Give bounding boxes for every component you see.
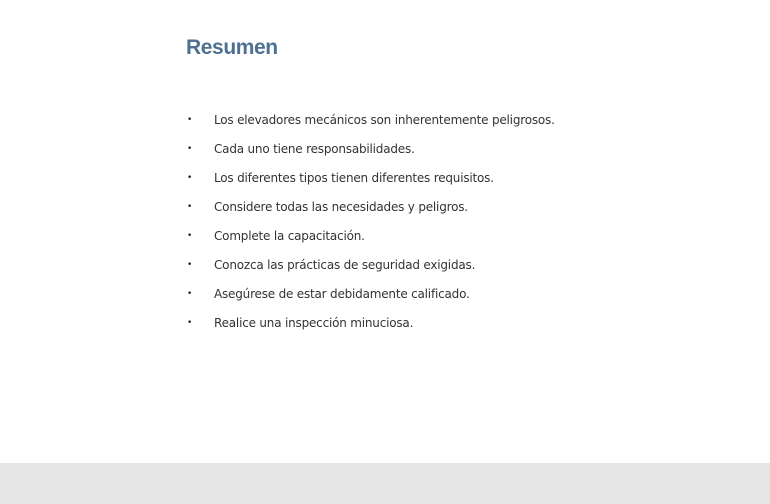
bullet-text: Considere todas las necesidades y peligros. (214, 200, 468, 214)
bullet-text: Complete la capacitación. (214, 229, 365, 243)
bullet-item (186, 227, 555, 256)
bullet-text: Cada uno tiene responsabilidades. (214, 142, 415, 156)
bullet-dot-icon: • (187, 202, 193, 212)
bullet-item (186, 198, 555, 227)
bullet-dot-icon: • (187, 173, 193, 183)
bullet-text: Conozca las prácticas de seguridad exigidas. (214, 258, 476, 272)
bullet-item (186, 285, 555, 314)
summary-bullet-list (186, 111, 555, 343)
bullet-dot-icon: • (187, 115, 193, 125)
bullet-item (186, 169, 555, 198)
bullet-text: Asegúrese de estar debidamente calificado. (214, 287, 470, 301)
bullet-text: Los elevadores mecánicos son inherentemente peligrosos. (214, 113, 555, 127)
bullet-dot-icon: • (187, 144, 193, 154)
footer-bar (0, 463, 770, 504)
bullet-dot-icon: • (187, 260, 193, 270)
bullet-dot-icon: • (187, 289, 193, 299)
bullet-dot-icon: • (187, 231, 193, 241)
bullet-dot-icon: • (187, 318, 193, 328)
bullet-text: Realice una inspección minuciosa. (214, 316, 414, 330)
bullet-item (186, 140, 555, 169)
bullet-text: Los diferentes tipos tienen diferentes requisitos. (214, 171, 494, 185)
bullet-item (186, 314, 555, 343)
bullet-item (186, 256, 555, 285)
bullet-item (186, 111, 555, 140)
slide-title: Resumen (186, 36, 278, 59)
